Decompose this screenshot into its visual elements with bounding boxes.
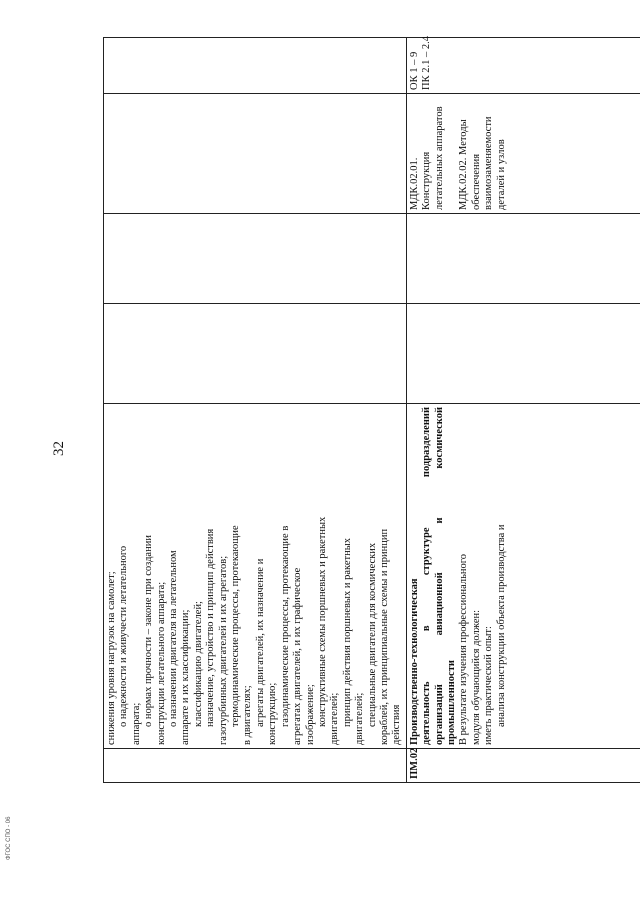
text-line: изображение;	[304, 684, 316, 745]
text-line: анализа конструкции объекта производства и	[495, 524, 507, 727]
table-cell	[104, 214, 407, 304]
text-line: аппарата;	[130, 702, 142, 745]
text-line: снижения уровня нагрузок на самолет;	[106, 571, 117, 745]
text-line: конструктивные схемы поршневых и ракетных	[316, 516, 328, 727]
text-line: кораблей, их принципиальные схемы и принцип	[378, 528, 390, 745]
text-line: модуля обучающийся должен:	[470, 609, 482, 745]
table-cell	[104, 749, 407, 783]
mdk-line: летательных аппаратов	[433, 106, 445, 210]
module-title-line: деятельность в структуре подразделений	[421, 407, 433, 745]
text-line: иметь практический опыт:	[483, 626, 495, 745]
text-line: агрегаты двигателей, их назначение и	[254, 558, 266, 727]
text-line: о назначении двигателя на летательном	[168, 550, 180, 727]
mdk-line: деталей и узлов	[495, 139, 507, 210]
text-line: принцип действия поршневых и ракетных	[341, 537, 353, 727]
table-cell	[406, 214, 640, 304]
module-code: ПМ.02	[408, 747, 420, 779]
table-cell	[406, 404, 640, 749]
text-line: специальные двигатели для космических	[366, 542, 378, 727]
table-cell	[104, 94, 407, 214]
mdk-line: взаимозаменяемости	[483, 116, 495, 210]
competence-line: ПК 2.1 – 2.4	[421, 36, 433, 90]
text-line: аппарате и их классификации;	[180, 609, 192, 745]
module-title-line: промышленности	[445, 660, 457, 745]
table-cell	[104, 304, 407, 404]
table-cell	[406, 94, 640, 214]
table-row	[406, 38, 640, 783]
text-line: в двигателях;	[242, 685, 254, 745]
mdk-line: Конструкция	[421, 151, 433, 210]
text-line: классификацию двигателей;	[192, 601, 204, 727]
table-cell	[406, 749, 640, 783]
text-line: назначение, устройство и принцип действия	[205, 528, 217, 727]
mdk-line: МДК.02.02. Методы	[458, 119, 470, 210]
mdk-line: МДК.02.01.	[408, 157, 420, 210]
landscape-canvas	[103, 36, 507, 783]
table-row	[104, 38, 407, 783]
table-cell	[406, 304, 640, 404]
text-line: агрегатах двигателей, и их графическое	[292, 567, 304, 745]
text-line: конструкции летательного аппарата;	[155, 581, 167, 745]
text-line: газотурбинных двигателей и их агрегатов;	[217, 555, 229, 745]
competence-line: ОК 1 – 9	[408, 51, 420, 90]
text-line: о надежности и живучести летательного	[118, 545, 130, 727]
footer-code: ФГОС СПО - 06	[6, 816, 12, 860]
text-line: термодинамические процессы, протекающие	[230, 525, 242, 727]
curriculum-table	[103, 37, 640, 783]
text-line: газодинамические процессы, протекающие в	[279, 525, 291, 727]
text-line: о нормах прочности – законе при создании	[143, 535, 155, 727]
text-line: конструкцию;	[267, 682, 279, 745]
table-cell	[104, 38, 407, 94]
mdk-line	[446, 97, 458, 210]
module-title-line: Производственно-технологическая	[408, 578, 420, 745]
text-line: действия	[391, 704, 403, 745]
table-cell	[406, 38, 640, 94]
rotated-page	[103, 36, 507, 783]
mdk-line: обеспечения	[470, 153, 482, 210]
module-title-line: организаций авиационной и космической	[433, 407, 445, 745]
page-number: 32	[51, 441, 67, 456]
table-cell	[104, 404, 407, 749]
text-line: В результате изучения профессионального	[458, 553, 470, 745]
text-line: двигателей;	[354, 692, 366, 745]
text-line: двигателей;	[329, 692, 341, 745]
